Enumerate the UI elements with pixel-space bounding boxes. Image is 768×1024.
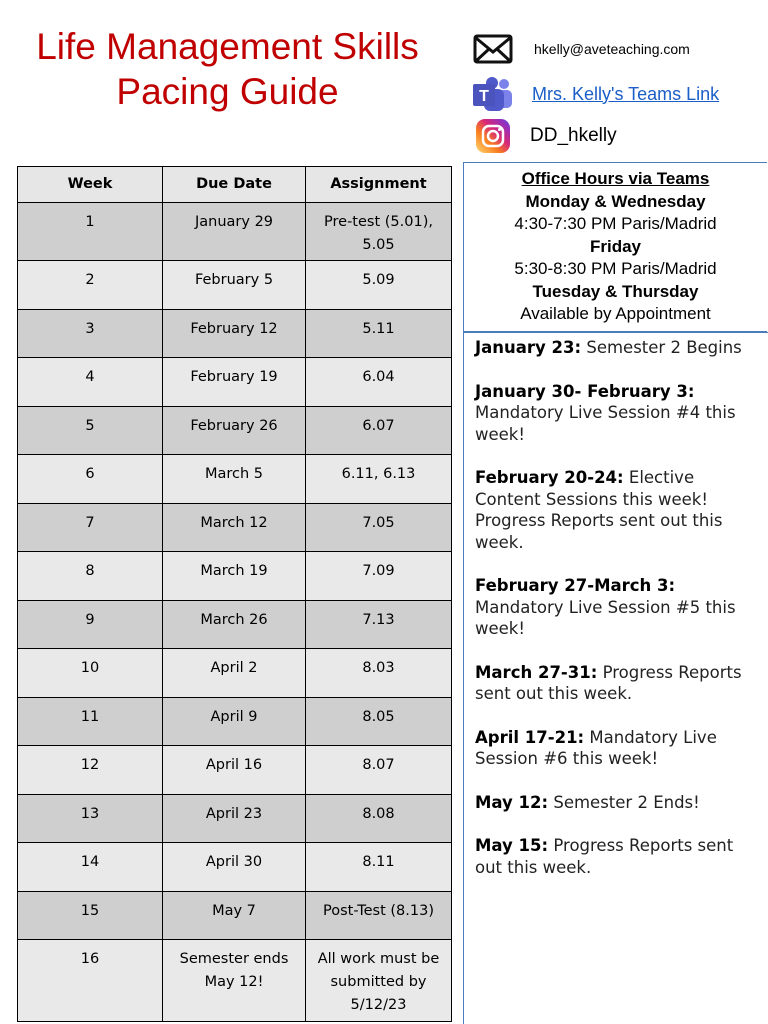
due-date-cell: May 7	[163, 891, 306, 940]
event-date: January 30- February 3:	[475, 381, 695, 401]
week-cell: 7	[18, 503, 163, 552]
due-date-cell: April 9	[163, 697, 306, 746]
page-title	[0, 24, 455, 114]
assignment-cell: 8.03	[306, 649, 452, 698]
list-item	[475, 835, 762, 878]
title-line-2: Pacing Guide	[116, 71, 339, 112]
assignment-cell: 5.09	[306, 261, 452, 310]
office-hours-time-2: 5:30-8:30 PM Paris/Madrid	[514, 259, 717, 278]
week-cell: 15	[18, 891, 163, 940]
event-text: Progress Reports sent out this week.	[475, 662, 742, 703]
due-date-cell: January 29	[163, 203, 306, 261]
event-text: Mandatory Live Session #6 this week!	[475, 727, 717, 768]
week-cell: 13	[18, 794, 163, 843]
assignment-cell: 6.07	[306, 406, 452, 455]
week-cell: 11	[18, 697, 163, 746]
assignment-cell: 8.05	[306, 697, 452, 746]
table-row	[18, 697, 452, 746]
assignment-cell: 5.11	[306, 309, 452, 358]
table-row	[18, 552, 452, 601]
list-item	[475, 337, 762, 359]
office-hours-time-3: Available by Appointment	[520, 304, 711, 323]
due-date-cell: April 23	[163, 794, 306, 843]
office-hours-heading: Office Hours via Teams	[521, 169, 710, 188]
week-cell: 5	[18, 406, 163, 455]
week-cell: 10	[18, 649, 163, 698]
list-item	[475, 727, 762, 770]
assignment-cell: Pre-test (5.01), 5.05	[306, 203, 452, 261]
due-date-cell: March 26	[163, 600, 306, 649]
table-row	[18, 406, 452, 455]
week-cell: 8	[18, 552, 163, 601]
event-date: May 12:	[475, 792, 549, 812]
week-cell: 12	[18, 746, 163, 795]
table-row	[18, 455, 452, 504]
week-cell: 4	[18, 358, 163, 407]
svg-text:T: T	[479, 88, 489, 105]
table-row	[18, 649, 452, 698]
table-row	[18, 891, 452, 940]
instagram-handle[interactable]: DD_hkelly	[530, 125, 617, 146]
week-cell: 16	[18, 940, 163, 1022]
assignment-cell: 7.05	[306, 503, 452, 552]
instagram-icon	[472, 118, 514, 154]
office-hours-time-1: 4:30-7:30 PM Paris/Madrid	[514, 214, 717, 233]
due-date-cell: March 5	[163, 455, 306, 504]
event-text: Mandatory Live Session #5 this week!	[475, 597, 736, 638]
assignment-cell: 8.07	[306, 746, 452, 795]
office-hours-box	[463, 162, 767, 332]
email-row	[472, 31, 690, 67]
week-cell: 1	[18, 203, 163, 261]
event-date: February 27-March 3:	[475, 576, 676, 595]
due-date-cell: March 12	[163, 503, 306, 552]
due-date-cell: February 19	[163, 358, 306, 407]
office-hours-day-3: Tuesday & Thursday	[532, 281, 699, 301]
event-text: Progress Reports sent out this week.	[475, 836, 734, 877]
week-cell: 3	[18, 309, 163, 358]
week-cell: 6	[18, 455, 163, 504]
due-date-cell: April 30	[163, 843, 306, 892]
table-row	[18, 600, 452, 649]
due-date-cell: February 12	[163, 309, 306, 358]
table-row	[18, 746, 452, 795]
teams-icon	[472, 76, 514, 112]
week-cell: 2	[18, 261, 163, 310]
due-date-cell: February 26	[163, 406, 306, 455]
email-address[interactable]: hkelly@aveteaching.com	[534, 41, 690, 57]
envelope-icon	[472, 31, 514, 67]
due-date-cell: February 5	[163, 261, 306, 310]
event-date: March 27-31:	[475, 662, 598, 682]
table-row	[18, 309, 452, 358]
list-item	[475, 381, 762, 446]
title-line-1: Life Management Skills	[36, 26, 419, 67]
list-item	[475, 467, 762, 553]
table-row	[18, 358, 452, 407]
week-cell: 14	[18, 843, 163, 892]
assignment-cell: 7.09	[306, 552, 452, 601]
assignment-cell: All work must be submitted by 5/12/23	[306, 940, 452, 1022]
event-text: Elective Content Sessions this week! Progress Reports sent out this week.	[475, 468, 723, 552]
events-list	[463, 332, 768, 1024]
table-row	[18, 203, 452, 261]
event-date: January 23:	[475, 338, 582, 357]
due-date-cell: March 19	[163, 552, 306, 601]
table-header-row	[18, 167, 452, 203]
office-hours-day-1: Monday & Wednesday	[525, 191, 706, 211]
assignment-cell: 6.04	[306, 358, 452, 407]
due-date-cell: April 2	[163, 649, 306, 698]
table-row	[18, 794, 452, 843]
header-due-date: Due Date	[163, 167, 306, 203]
list-item	[475, 662, 762, 705]
assignment-cell: 8.08	[306, 794, 452, 843]
assignment-cell: 6.11, 6.13	[306, 455, 452, 504]
event-date: May 15:	[475, 836, 549, 855]
teams-row	[472, 76, 719, 112]
office-hours-day-2: Friday	[589, 236, 642, 256]
event-date: February 20-24:	[475, 468, 624, 487]
instagram-row	[472, 118, 617, 154]
table-row	[18, 503, 452, 552]
list-item	[475, 792, 762, 814]
event-text: Semester 2 Ends!	[553, 792, 700, 812]
pacing-table	[17, 166, 452, 1022]
due-date-cell: April 16	[163, 746, 306, 795]
table-row	[18, 940, 452, 1022]
assignment-cell: Post-Test (8.13)	[306, 891, 452, 940]
assignment-cell: 7.13	[306, 600, 452, 649]
table-row	[18, 843, 452, 892]
header-assignment: Assignment	[306, 167, 452, 203]
event-date: April 17-21:	[475, 727, 585, 747]
table-row	[18, 261, 452, 310]
assignment-cell: 8.11	[306, 843, 452, 892]
week-cell: 9	[18, 600, 163, 649]
due-date-cell: Semester ends May 12!	[163, 940, 306, 1022]
header-week: Week	[18, 167, 163, 203]
list-item	[475, 575, 762, 640]
teams-link[interactable]: Mrs. Kelly's Teams Link	[532, 83, 720, 104]
event-text: Mandatory Live Session #4 this week!	[475, 403, 736, 444]
event-text: Semester 2 Begins	[586, 338, 742, 357]
